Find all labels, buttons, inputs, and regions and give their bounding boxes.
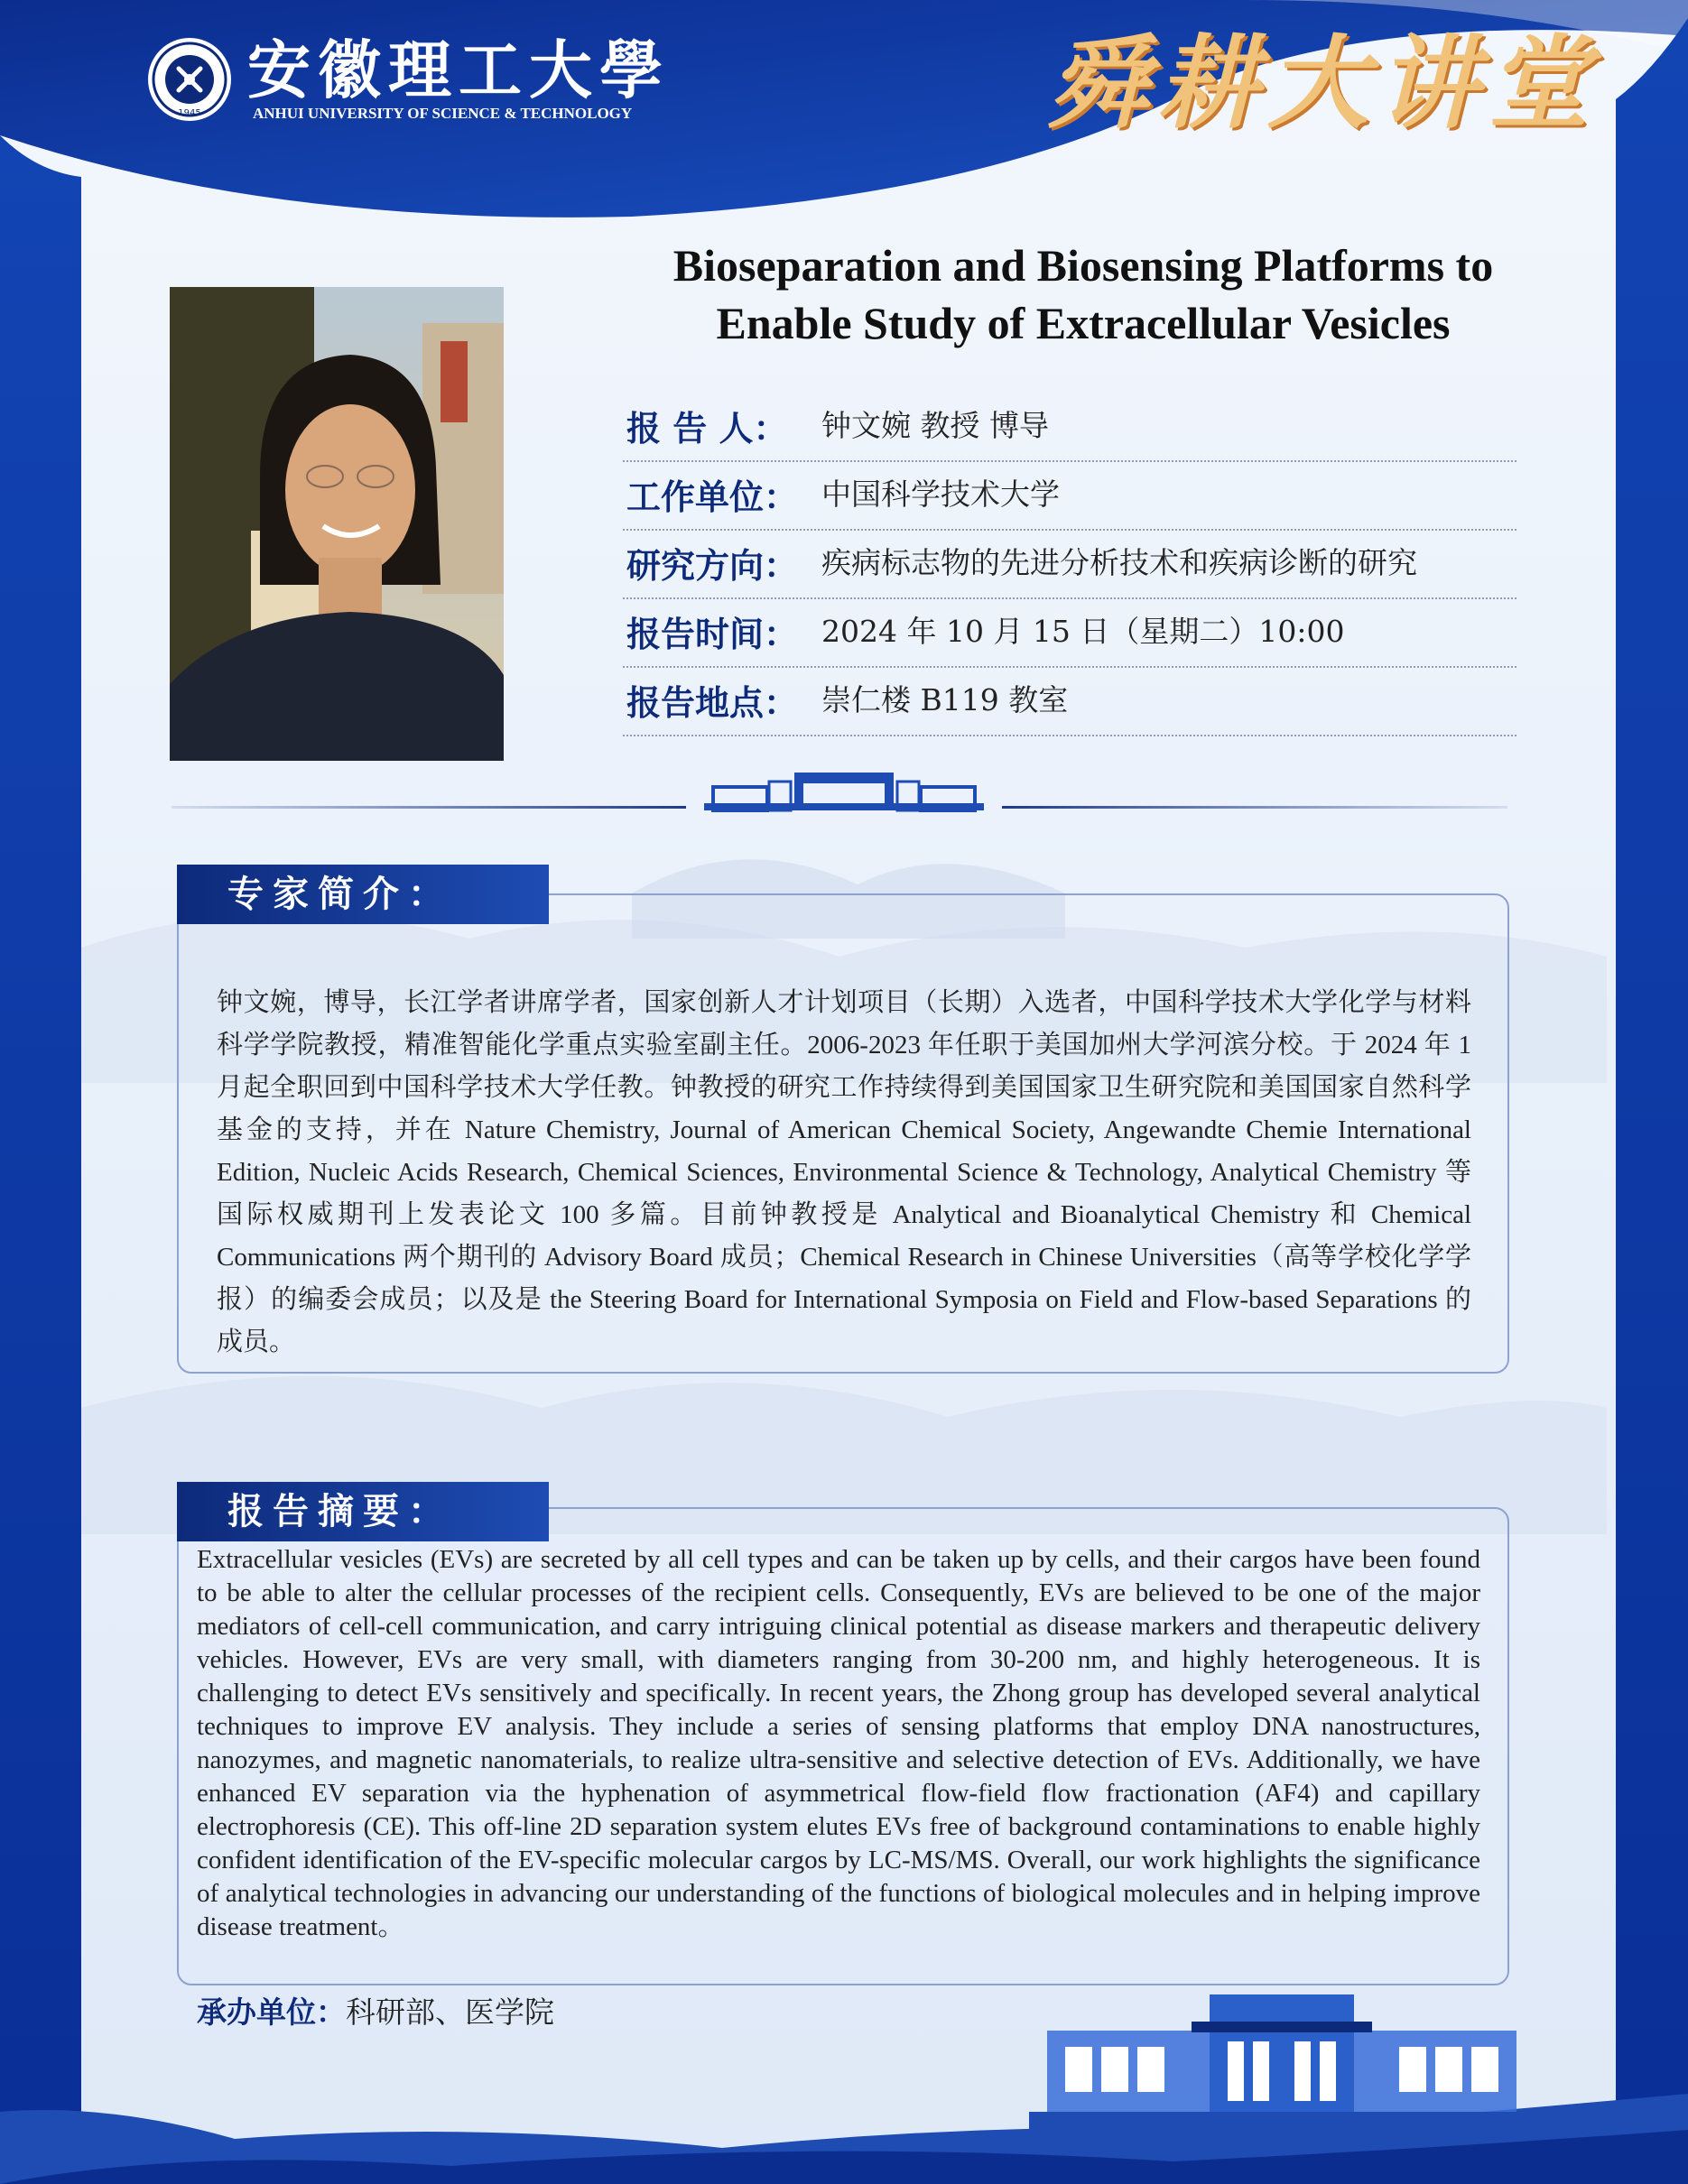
info-value: 崇仁楼 B119 教室 [821, 682, 1069, 717]
info-value: 疾病标志物的先进分析技术和疾病诊断的研究 [821, 545, 1417, 580]
info-row-speaker [623, 393, 1516, 462]
talk-title [578, 236, 1589, 352]
university-logo [146, 32, 670, 125]
info-row-time [623, 599, 1516, 668]
campus-gate-icon [704, 769, 984, 819]
info-label: 报 告 人： [626, 409, 788, 449]
info-row-location [623, 668, 1516, 736]
bio-heading: 专家简介： [177, 865, 549, 924]
divider-right [1002, 806, 1507, 809]
seal-year: 1945 [178, 108, 201, 118]
info-value: 2024 年 10 月 15 日（星期二）10:00 [821, 614, 1345, 649]
info-label: 报告地点： [626, 683, 799, 723]
lecture-series-title: 舜耕大讲堂 [1047, 24, 1598, 143]
organizer-value: 科研部、医学院 [346, 1994, 554, 2030]
info-value: 钟文婉 教授 博导 [821, 408, 1049, 443]
organizer-label: 承办单位： [197, 1994, 346, 2030]
divider-left [172, 806, 686, 809]
organizer [197, 1989, 554, 2031]
talk-title-line-1: Bioseparation and Biosensing Platforms to [672, 240, 1494, 291]
info-row-research-direction [623, 531, 1516, 599]
talk-info-list [623, 393, 1516, 736]
speaker-photo [170, 287, 504, 761]
info-label: 报告时间： [626, 615, 799, 654]
university-name-en: ANHUI UNIVERSITY OF SCIENCE & TECHNOLOGY [253, 105, 633, 122]
info-value: 中国科学技术大学 [821, 477, 1060, 512]
info-label: 工作单位： [626, 477, 799, 517]
university-seal-icon [146, 36, 233, 123]
info-label: 研究方向： [626, 546, 799, 586]
abstract-heading: 报告摘要： [177, 1482, 549, 1541]
talk-title-line-2: Enable Study of Extracellular Vesicles [716, 298, 1451, 348]
abstract-text: Extracellular vesicles (EVs) are secreted by all cell types and can be taken up by cells, and their cargos have been found to be able to alter the cellular processes of the recipient cells. Consequently, EVs are believed to be one of the major mediators of cell-cell communication, and carry intriguing clinical potential as disease markers and therapeutic delivery vehicles. However, EVs are very small, with diameters ranging from 30-200 nm, and highly heterogeneous. It is challenging to detect EVs sensitively and specifically. In recent years, the Zhong group has developed several analytical techniques to improve EV analysis. They include a series of sensing platforms that employ DNA nanostructures, nanozymes, and magnetic nanomaterials, to realize ultra-sensitive and selective detection of EVs. Additionally, we have enhanced EV separation via the hyphenation of asymmetrical flow-field flow fractionation (AF4) and capillary electrophoresis (CE). This off-line 2D separation system elutes EVs free of background contaminations to enable highly confident identification of the EV-specific molecular cargos by LC-MS/MS. Overall, our work highlights the significance of analytical technologies in advancing our understanding of the functions of biological molecules and in helping improve disease treatment。 [197, 1545, 1480, 1941]
info-row-affiliation [623, 462, 1516, 531]
bio-text: 钟文婉，博导，长江学者讲席学者，国家创新人才计划项目（长期）入选者，中国科学技术大学化学与材料科学学院教授，精准智能化学重点实验室副主任。2006-2023 年任职于美国加州大学河滨分校。于 2024 年 1 月起全职回到中国科学技术大学任教。钟教授的研究工作持续得到美国国家卫生研究院和美国国家自然科学基金的支持，并在 Nature Chemistry, Journal of American Chemical Society, Angewandte Chemie International Edition, Nucleic Acids Research, Chemical Sciences, Environmental Science & Technology, Analytical Chemistry 等国际权威期刊上发表论文 100 多篇。目前钟教授是 Analytical and Bioanalytical Chemistry 和 Chemical Communications 两个期刊的 Advisory Board 成员；Chemical Research in Chinese Universities（高等学校化学学报）的编委会成员；以及是 the Steering Board for International Symposia on Field and Flow-based Separations 的成员。 [217, 988, 1471, 1356]
university-name-cn: 安徽理工大學 [247, 32, 670, 107]
campus-building-icon [1029, 1985, 1535, 2130]
